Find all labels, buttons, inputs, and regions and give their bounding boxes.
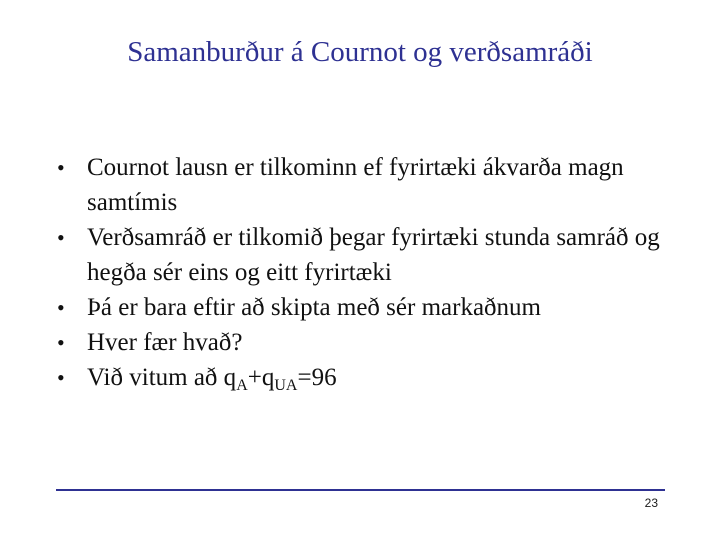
page-number: 23 xyxy=(644,496,658,510)
bullet-list xyxy=(57,150,677,395)
footer-divider xyxy=(56,489,665,491)
slide-title: Samanburður á Cournot og verðsamráði xyxy=(127,36,593,68)
equation-suffix: =96 xyxy=(297,364,337,391)
bullet-icon: • xyxy=(57,155,65,180)
bullet-icon: • xyxy=(57,365,65,390)
bullet-icon: • xyxy=(57,330,65,355)
subscript-a: A xyxy=(236,377,248,394)
bullet-text: Cournot lausn er tilkominn ef fyrirtæki ákvarða magn samtímis xyxy=(87,154,624,216)
bullet-icon: • xyxy=(57,295,65,320)
bullet-icon: • xyxy=(57,225,65,250)
bullet-text: Þá er bara eftir að skipta með sér markaðnum xyxy=(87,294,541,321)
bullet-item xyxy=(57,325,677,360)
bullet-text: Verðsamráð er tilkomið þegar fyrirtæki stunda samráð og hegða sér eins og eitt fyrirtæki xyxy=(87,224,660,286)
bullet-item xyxy=(57,220,677,290)
equation-prefix: Við vitum að q xyxy=(87,364,237,391)
subscript-ua: UA xyxy=(274,377,298,394)
bullet-item xyxy=(57,150,677,220)
bullet-item xyxy=(57,290,677,325)
equation-plus: +q xyxy=(247,364,275,391)
bullet-text-equation xyxy=(87,364,337,394)
bullet-text: Hver fær hvað? xyxy=(87,329,243,356)
bullet-item xyxy=(57,360,677,395)
